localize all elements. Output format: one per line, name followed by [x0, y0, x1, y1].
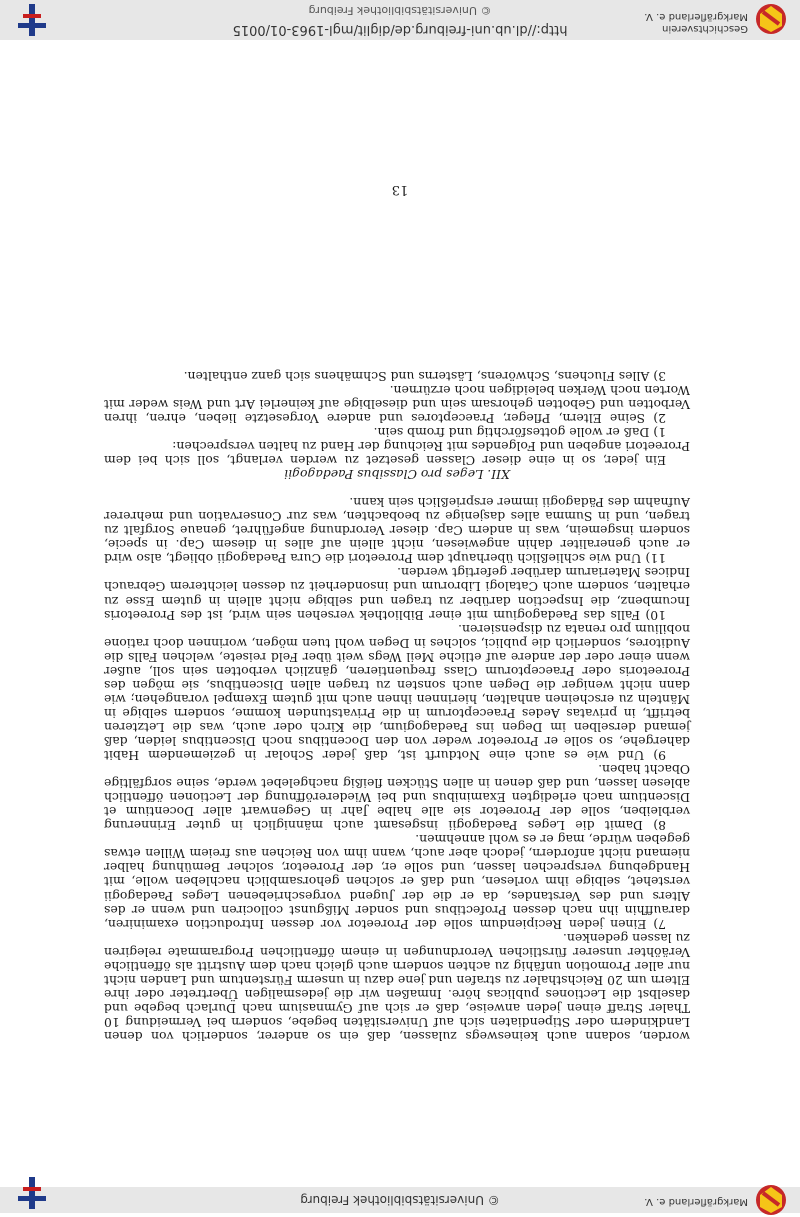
society-line-1: Geschichtsverein	[662, 23, 748, 34]
section-intro: Ein jeder, so in eine dieser Classen gesetzet zu werden verlangt, soll sich bei dem Proreetori angeben und Folgendes mit Reichung der Hand zu halten versprechen:	[104, 439, 690, 469]
rule-item-3: 3) Alles Fluchens, Schwörens, Lästerns und Schmähens sich ganz enthalten.	[183, 368, 666, 384]
paragraph-continuation: worden, sodann auch keineswegs zulassen, daß ein so anderer, sonderlich von denen Landkindern oder Stipendiaten sich auf Universitäten begebe, sondern bei Vermeidung 10 Thaler Straff einen jeden anweise, daß er sich auf Gymnasium nach Durlach begebe und daselbst die Lectiones publicas höre. Inmaßen wir die jedesmaligen Übertreter oder ihre Eltern um 20 Reichsthaler zu strafen und jene dazu in unserm Fürstentum und Landen nicht nur aller Promotion unfähig zu achten sondern auch gleich nach dem Austritt als öffentliche Veräöhter unserer fürstlichen Verordnungen in einem öffentlichen Programmate relegiren zu lassen gedenken.	[104, 930, 690, 1044]
society-crest-icon	[754, 2, 788, 36]
paragraph-8: 8) Damit die Leges Paedagogii insgesamt auch männiglich in guter Erinnerung verbleiben, solle der Proreetor sie alle halbe Jahr in Gegenwart aller Docentium et Discentium nach erledigten Examinibus und bei Wiedereröffnung der Lectionen öffentlich ablesen lassen, und daß denen in allen Stücken fleißig nachgelebet werde, seine sorgfältige Obacht haben.	[104, 762, 690, 834]
paragraph-10: 10) Falls das Paedagogium mit einer Bibliothek versehen sein wird, ist des Proreetoris Incumbenz, die Inspection darüber zu tragen und selbige nicht allein in gutem Esse zu erhalten, sondern auch Catalogi Librorum und insonderheit zu dessen leichterem Gebrauch Indices Materiarum darüber gefertigt werden.	[104, 565, 690, 623]
spacer	[104, 481, 690, 495]
copyright-subtext: © Universitätsbibliothek Freiburg	[308, 4, 492, 17]
rule-item-1: 1) Daß er wolle gottesförchtig und fromb sein.	[373, 425, 666, 441]
document-body	[104, 369, 690, 1043]
paragraph-9: 9) Und wie es auch eine Notdurft ist, daß jeder Scholar in geziemendem Habit dahergehe, so solle er Proreetor weder von den Docentibus noch Discentibus leiden, daß jemand derselben im Degen ins Paedagogium, die Kirch oder auch, was die Letzteren betrifft, in privatas Aedes Praeceptorum in die Privatstunden komme, sondern selbige in Mänteln zu erscheinen anhalten, hierinnen ihnen auch mit gutem Exempel vorangehen; wie dann nicht weniger die Degen auch sonsten zu tragen allen Discentibus, sie mögen des Proreetoris oder Praeceptorum Class frequentieren, gänzlich verbotten sein soll, außer wenn einer oder der andere auf etliche Meil Wegs weit über Feld reisete, welchen Falls die Auditores, sonderlich die publici, solches in Degen wohl tuen mögen, worinnen doch ratione nobilium pro renata zu dispensieren.	[104, 621, 690, 764]
society-crest-icon	[754, 1183, 788, 1217]
paragraph-7: 7) Einen jeden Recipiendum solle der Proreetor vor dessen Introduction examiniren, darauffhin ihn nach dessen Profectibus und sonder Mißgunst collociren und wenn er des Alters und des Verstandes, da er die der Jugend vorgeschriebenen Leges Paedagogii verstehet, selbige ihm vorlesen, und daß er solchen gehorsamblich nachleben wolle, mit Handgebung versprechen lassen, und solle er, der Proreetor, solcher Bemühung halber niemand nicht anfordern, jedoch aber auch, wann ihm von Reichen aus freiem Willen etwas gegeben würde, mag er es wohl annehmen.	[104, 832, 690, 932]
top-banner	[0, 1187, 800, 1213]
paragraph-11: 11) Und wie schließlich überhaupt dem Proreetori die Cura Paedagogii obliegt, also wird er auch generaliter dahin angewiesen, nicht allein auf alles in diesem Cap. in specie, sondern insgemein, was in andern Cap. dieser Verordnung angeführet, genaue Sorgfalt zu tragen, und in Summa alles dasjenige zu beobachten, was zur Conservation und mehrerer Aufnahm des Pädagogii immer ersprießlich sein kann.	[104, 495, 690, 567]
copyright-text: © Universitätsbibliothek Freiburg	[300, 1193, 500, 1207]
section-heading: XII. Leges pro Classibus Paedagogii	[284, 467, 510, 483]
rule-item-2: 2) Seine Eltern, Pfleger, Praeceptores und andere Vorgesetzte lieben, ehren, ihren Verbotten und Gebotten gehorsam sein und dieselbige auf keinerlei Art und Weis weder mit Worten noch Werken beleidigen noch erzürnen.	[104, 382, 690, 426]
society-name-block	[608, 10, 748, 34]
url-text: http://dl.ub.uni-freiburg.de/diglit/mgl-1963-01/0015	[232, 22, 568, 37]
society-name: Markgräflerland e. V.	[644, 1196, 748, 1207]
bottom-banner	[0, 0, 800, 40]
page-number: 13	[391, 182, 409, 197]
society-line-2: Markgräflerland e. V.	[644, 11, 748, 22]
